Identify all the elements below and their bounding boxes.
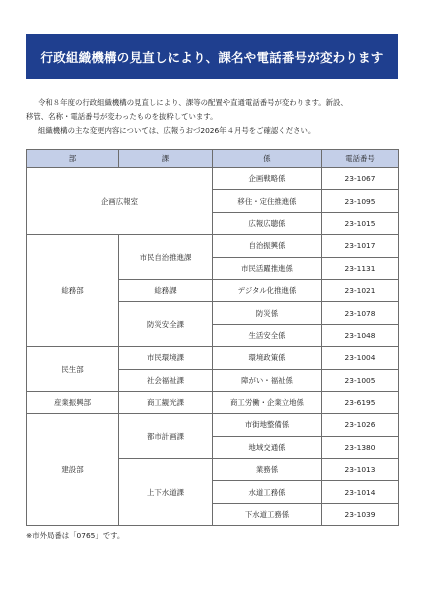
table-row (27, 235, 399, 257)
phone-cell: 23-1021 (322, 279, 399, 301)
unit-cell: 市民活躍推進係 (213, 257, 322, 279)
unit-cell: 生活安全係 (213, 324, 322, 346)
unit-cell: 広報広聴係 (213, 212, 322, 234)
phone-cell: 23-1039 (322, 503, 399, 525)
table-row (27, 347, 399, 369)
unit-cell: 防災係 (213, 302, 322, 324)
phone-cell: 23-1013 (322, 459, 399, 481)
unit-cell: 商工労働・企業立地係 (213, 391, 322, 413)
section-cell: 防災安全課 (119, 302, 213, 347)
phone-cell: 23-1067 (322, 168, 399, 190)
unit-cell: デジタル化推進係 (213, 279, 322, 301)
phone-cell: 23-1048 (322, 324, 399, 346)
phone-cell: 23-1380 (322, 436, 399, 458)
phone-cell: 23-1131 (322, 257, 399, 279)
phone-cell: 23-1005 (322, 369, 399, 391)
footnote: ※市外局番は「0765」です。 (26, 531, 125, 540)
title-banner (26, 34, 398, 79)
unit-cell: 地域交通係 (213, 436, 322, 458)
intro-line-1: 令和８年度の行政組織機構の見直しにより、課等の配置や直通電話番号が変わります。新設、 (38, 98, 348, 107)
section-cell: 社会福祉課 (119, 369, 213, 391)
phone-cell: 23-1095 (322, 190, 399, 212)
table-header-row (27, 150, 399, 168)
unit-cell: 移住・定住推進係 (213, 190, 322, 212)
phone-cell: 23-1014 (322, 481, 399, 503)
section-cell: 上下水道課 (119, 459, 213, 526)
unit-cell: 業務係 (213, 459, 322, 481)
section-cell: 企画広報室 (27, 168, 213, 235)
header-section: 課 (119, 150, 213, 168)
page-title: 行政組織機構の見直しにより、課名や電話番号が変わります (40, 49, 384, 65)
table-row (27, 168, 399, 190)
phone-cell: 23-1004 (322, 347, 399, 369)
unit-cell: 下水道工務係 (213, 503, 322, 525)
department-cell: 民生部 (27, 347, 119, 392)
section-cell: 都市計画課 (119, 414, 213, 459)
phone-cell: 23-6195 (322, 391, 399, 413)
section-cell: 商工観光課 (119, 391, 213, 413)
unit-cell: 環境政策係 (213, 347, 322, 369)
unit-cell: 企画戦略係 (213, 168, 322, 190)
unit-cell: 市街地整備係 (213, 414, 322, 436)
phone-cell: 23-1078 (322, 302, 399, 324)
department-cell: 産業振興部 (27, 391, 119, 413)
phone-cell: 23-1017 (322, 235, 399, 257)
header-department: 部 (27, 150, 119, 168)
header-phone: 電話番号 (322, 150, 399, 168)
section-cell: 総務課 (119, 279, 213, 301)
unit-cell: 自治振興係 (213, 235, 322, 257)
organization-table (26, 149, 399, 526)
table-body (27, 168, 399, 526)
department-cell: 建設部 (27, 414, 119, 526)
intro-text (26, 96, 398, 138)
intro-line-2: 移管、名称・電話番号が変わったものを抜粋しています。 (26, 112, 218, 121)
unit-cell: 障がい・福祉係 (213, 369, 322, 391)
table-row (27, 391, 399, 413)
department-cell: 総務部 (27, 235, 119, 347)
phone-cell: 23-1026 (322, 414, 399, 436)
unit-cell: 水道工務係 (213, 481, 322, 503)
section-cell: 市民環境課 (119, 347, 213, 369)
table-row (27, 414, 399, 436)
intro-line-3: 組織機構の主な変更内容については、広報うおづ2026年４月号をご確認ください。 (38, 126, 316, 135)
header-unit: 係 (213, 150, 322, 168)
section-cell: 市民自治推進課 (119, 235, 213, 280)
phone-cell: 23-1015 (322, 212, 399, 234)
